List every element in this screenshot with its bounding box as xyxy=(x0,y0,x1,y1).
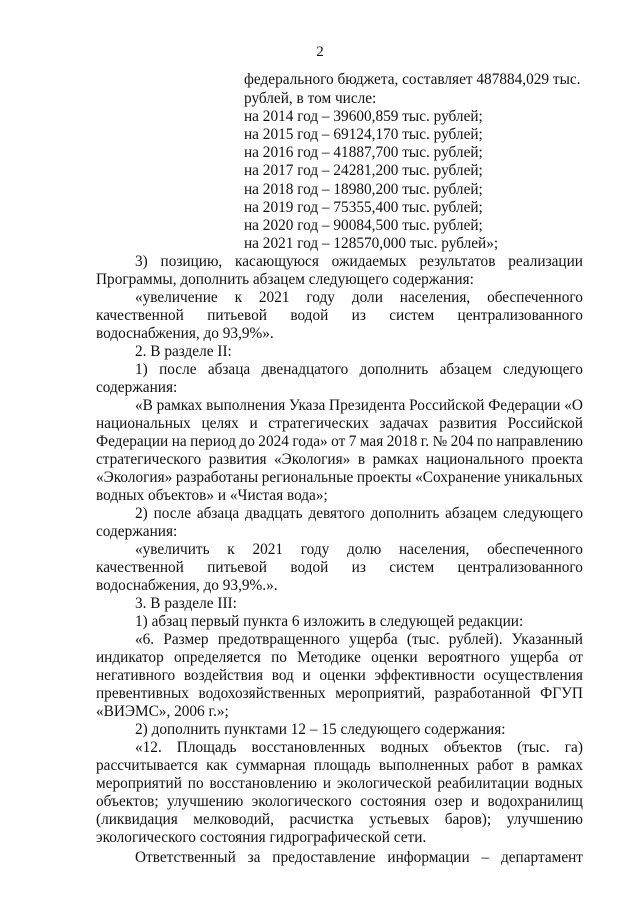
item6-line-4 xyxy=(96,684,583,703)
word: индикатор xyxy=(96,649,164,666)
word: 2) xyxy=(135,505,148,522)
word: «Сохранение xyxy=(415,469,501,486)
word: двенадцатого xyxy=(261,361,349,378)
word: «увеличить xyxy=(135,541,210,558)
word: (тыс. xyxy=(406,631,440,648)
word: и xyxy=(470,793,480,810)
item6-line-5: «ВИЭМС», 2006 г.»; xyxy=(96,703,229,720)
word: 3) xyxy=(135,253,148,270)
word: от xyxy=(568,649,583,666)
word: г. xyxy=(420,433,430,450)
word: экологической xyxy=(336,775,432,792)
word: (ликвидация xyxy=(96,811,178,828)
budget-year-2016: на 2016 год – 41887,700 тыс. рублей; xyxy=(244,144,483,161)
section3-heading: 3. В разделе III: xyxy=(135,595,237,612)
word: питьевой xyxy=(207,559,267,576)
item3-quote-line-2 xyxy=(96,306,583,325)
budget-year-2020: на 2020 год – 90084,500 тыс. рублей; xyxy=(244,217,483,234)
word: осуществления xyxy=(483,667,583,684)
section2-para-line-6: водных объектов» и «Чистая вода»; xyxy=(96,487,328,504)
word: 1) xyxy=(135,361,148,378)
word: разработанной xyxy=(434,685,531,702)
section2-para-line-3 xyxy=(96,432,583,451)
word: из xyxy=(351,559,366,576)
word: восстановленных xyxy=(251,739,366,756)
word: года» xyxy=(292,433,328,450)
word: негативного xyxy=(96,667,176,684)
word: абзацем xyxy=(439,361,492,378)
word: развития xyxy=(208,451,267,468)
word: эффективности xyxy=(374,667,475,684)
word: году xyxy=(306,289,335,306)
section3-sub2: 2) дополнить пунктами 12 – 15 следующего содержания: xyxy=(135,721,506,738)
word: улучшению xyxy=(506,811,583,828)
word: – xyxy=(481,849,490,866)
word: национального xyxy=(425,451,525,468)
word: выполненных xyxy=(378,757,469,774)
word: на xyxy=(171,433,187,450)
word: рассчитывается xyxy=(96,757,198,774)
word: информации xyxy=(387,849,470,866)
word: и xyxy=(302,667,311,684)
word: стратегического xyxy=(96,451,202,468)
word: Российской xyxy=(507,415,583,432)
word: Площадь xyxy=(176,739,237,756)
word: восстановлению xyxy=(209,775,317,792)
word: по xyxy=(477,433,493,450)
section3-sub1: 1) абзац первый пункта 6 изложить в следующей редакции: xyxy=(135,613,524,630)
word: задачах xyxy=(379,415,429,432)
word: устьевых xyxy=(369,811,430,828)
word: дополнить xyxy=(370,505,440,522)
item12-line-5 xyxy=(96,810,583,829)
word: реализации xyxy=(508,253,583,270)
word: году xyxy=(300,541,330,558)
word: Российской xyxy=(409,397,485,414)
word: обеспеченного xyxy=(487,541,583,558)
budget-year-2015: на 2015 год – 69124,170 тыс. рублей; xyxy=(244,126,483,143)
item3-quote-line-1 xyxy=(135,288,583,307)
section2-heading: 2. В разделе II: xyxy=(135,343,232,360)
budget-year-2018: на 2018 год – 18980,200 тыс. рублей; xyxy=(244,181,483,198)
word: к xyxy=(227,541,235,558)
word: Федерации xyxy=(96,433,169,450)
word: как xyxy=(206,757,228,774)
word: водохранилищ xyxy=(487,793,583,810)
budget-line-1: федерального бюджета, составляет 487884,029 тыс. xyxy=(244,71,581,88)
word: Указанный xyxy=(511,631,583,648)
word: га) xyxy=(564,739,583,756)
word: национальных xyxy=(96,415,191,432)
word: дополнить xyxy=(359,361,429,378)
word: Президента xyxy=(329,397,406,414)
word: работ xyxy=(477,757,514,774)
word: улучшению xyxy=(167,793,244,810)
section2-quote-line-3: водоснабжения, до 93,9%.». xyxy=(96,577,278,594)
word: «Экология» xyxy=(96,469,173,486)
item12-line-4 xyxy=(96,792,583,811)
item3-line-2: Программы, дополнить абзацем следующего содержания: xyxy=(96,271,474,288)
word: воздействия xyxy=(183,667,264,684)
closing-line xyxy=(135,848,583,867)
word: доли xyxy=(351,289,383,306)
word: следующего xyxy=(503,505,583,522)
section2-sub2-line-2: содержания: xyxy=(96,523,178,540)
word: водохозяйственных xyxy=(198,685,326,702)
word: экологического xyxy=(251,793,352,810)
item12-line-6: экологического состояния гидрографической сети. xyxy=(96,829,427,846)
word: систем xyxy=(389,307,435,324)
item3-line-1 xyxy=(135,252,583,271)
word: 204 xyxy=(450,433,474,450)
word: абзаца xyxy=(207,361,251,378)
word: направлению xyxy=(496,433,583,450)
word: превентивных xyxy=(96,685,189,702)
word: по xyxy=(187,775,204,792)
item12-line-3 xyxy=(96,774,583,793)
word: суммарная xyxy=(235,757,306,774)
word: централизованного xyxy=(457,307,583,324)
word: от xyxy=(331,433,346,450)
word: абзаца xyxy=(196,505,240,522)
section2-quote-line-1 xyxy=(135,540,583,559)
word: «12. xyxy=(135,739,162,756)
word: мелководий, xyxy=(193,811,274,828)
word: период xyxy=(190,433,236,450)
section2-sub2-line-1 xyxy=(135,504,583,523)
section2-para-line-5 xyxy=(96,468,583,487)
word: площадь xyxy=(313,757,371,774)
word: «Экология» xyxy=(274,451,351,468)
budget-line-2: рублей, в том числе: xyxy=(244,90,377,107)
word: 7 xyxy=(348,433,357,450)
word: развития xyxy=(439,415,497,432)
word: региональные xyxy=(261,469,354,486)
word: в xyxy=(521,757,529,774)
word: ущерба xyxy=(510,649,559,666)
word: 2021 xyxy=(252,541,284,558)
word: уникальных xyxy=(504,469,583,486)
word: Указа xyxy=(288,397,326,414)
word: ущерба xyxy=(349,631,398,648)
section2-quote-line-2 xyxy=(96,558,583,577)
word: систем xyxy=(389,559,435,576)
word: 2021 xyxy=(258,289,290,306)
word: озер xyxy=(434,793,463,810)
word: 2024 xyxy=(258,433,289,450)
page-number: 2 xyxy=(316,44,324,60)
word: определяется xyxy=(173,649,261,666)
word: девятого xyxy=(308,505,365,522)
word: предотвращенного xyxy=(217,631,340,648)
word: и xyxy=(322,775,332,792)
word: и xyxy=(249,415,258,432)
word: за xyxy=(247,849,261,866)
item6-line-3 xyxy=(96,666,583,685)
word: по xyxy=(271,649,287,666)
word: ФГУП xyxy=(540,685,583,702)
word: расчистка xyxy=(289,811,354,828)
budget-year-2014: на 2014 год – 39600,859 тыс. рублей; xyxy=(244,108,483,125)
word: водой xyxy=(290,307,329,324)
word: вод xyxy=(271,667,294,684)
word: стратегических xyxy=(268,415,369,432)
word: баров); xyxy=(444,811,492,828)
word: рамках xyxy=(372,451,419,468)
word: результатов xyxy=(419,253,496,270)
word: качественной xyxy=(96,307,184,324)
word: Федерации xyxy=(488,397,561,414)
word: качественной xyxy=(96,559,184,576)
item12-line-2 xyxy=(96,756,583,775)
word: № xyxy=(432,433,448,450)
word: к xyxy=(234,289,243,306)
word: Размер xyxy=(163,631,209,648)
word: централизованного xyxy=(457,559,583,576)
budget-year-2017: на 2017 год – 24281,200 тыс. рублей; xyxy=(244,162,483,179)
word: Методике xyxy=(297,649,361,666)
word: водных xyxy=(380,739,429,756)
word: 2018 xyxy=(386,433,418,450)
word: касающуюся xyxy=(235,253,319,270)
word: абзацем xyxy=(445,505,498,522)
section2-sub1-line-2: содержания: xyxy=(96,379,178,396)
word: следующего xyxy=(502,361,583,378)
word: мая xyxy=(359,433,384,450)
word: (тыс. xyxy=(517,739,550,756)
word: рублей). xyxy=(448,631,503,648)
word: проекта xyxy=(531,451,583,468)
word: долю xyxy=(346,541,382,558)
word: рамках xyxy=(537,757,583,774)
word: мероприятий xyxy=(96,775,182,792)
word: рамках xyxy=(156,397,203,414)
word: «6. xyxy=(135,631,155,648)
word: питьевой xyxy=(207,307,267,324)
word: двадцать xyxy=(245,505,303,522)
word: после xyxy=(159,361,197,378)
word: оценки xyxy=(371,649,418,666)
word: проекты xyxy=(356,469,412,486)
word: водных xyxy=(534,775,583,792)
section2-para-line-1 xyxy=(135,396,583,415)
item6-line-2 xyxy=(96,648,583,667)
word: предоставление xyxy=(272,849,376,866)
word: ожидаемых xyxy=(331,253,407,270)
budget-year-2019: на 2019 год – 75355,400 тыс. рублей; xyxy=(244,199,483,216)
word: мероприятий, xyxy=(335,685,425,702)
word: из xyxy=(351,307,366,324)
word: оценки xyxy=(319,667,366,684)
word: водой xyxy=(290,559,329,576)
word: населения, xyxy=(398,541,470,558)
item3-quote-line-3: водоснабжения, до 93,9%». xyxy=(96,325,274,342)
word: «В xyxy=(135,397,153,414)
word: целях xyxy=(201,415,239,432)
word: обеспеченного xyxy=(487,289,583,306)
word: после xyxy=(153,505,191,522)
word: разработаны xyxy=(175,469,259,486)
section2-sub1-line-1 xyxy=(135,360,583,379)
section2-para-line-2 xyxy=(96,414,583,433)
word: «О xyxy=(564,397,583,414)
word: объектов xyxy=(443,739,503,756)
word: состояния xyxy=(360,793,426,810)
word: выполнения xyxy=(206,397,286,414)
word: позицию, xyxy=(160,253,223,270)
word: до xyxy=(239,433,255,450)
word: населения, xyxy=(399,289,471,306)
section2-para-line-4 xyxy=(96,450,583,469)
word: департамент xyxy=(500,849,583,866)
word: Ответственный xyxy=(135,849,236,866)
word: вероятного xyxy=(427,649,500,666)
item12-line-1 xyxy=(135,738,583,757)
word: объектов; xyxy=(96,793,159,810)
budget-year-2021: на 2021 год – 128570,000 тыс. рублей»; xyxy=(244,235,499,252)
word: в xyxy=(357,451,366,468)
word: «увеличение xyxy=(135,289,218,306)
item6-line-1 xyxy=(135,630,583,649)
word: реабилитации xyxy=(437,775,529,792)
